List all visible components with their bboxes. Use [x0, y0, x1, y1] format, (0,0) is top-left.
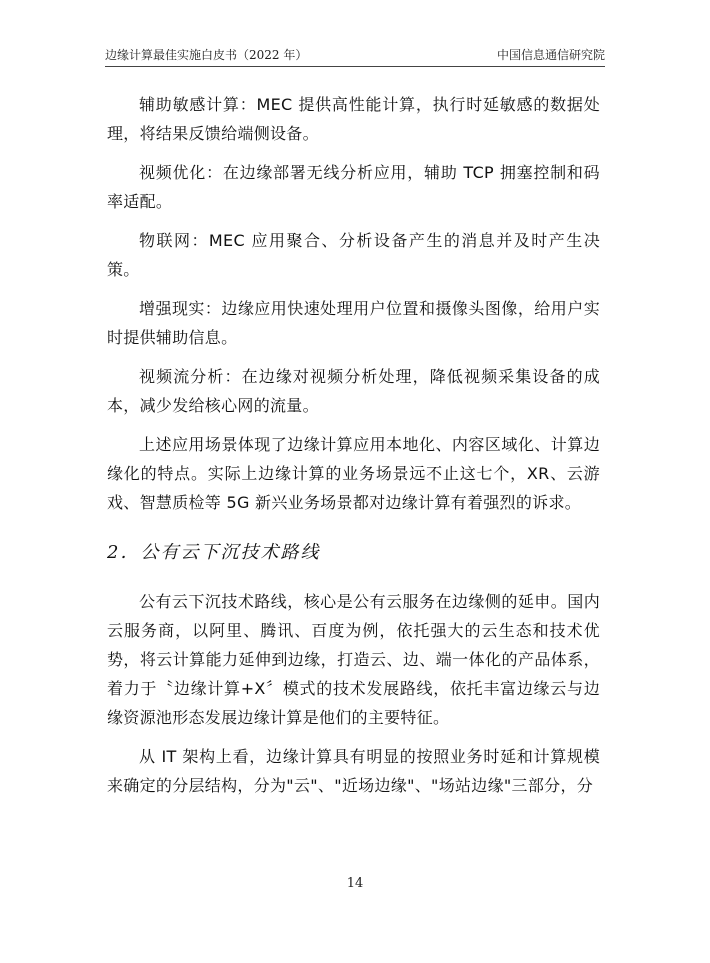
paragraph-public-cloud-route: 公有云下沉技术路线，核心是公有云服务在边缘侧的延申。国内云服务商，以阿里、腾讯、百度为例，依托强大的云生态和技术优势，将云计算能力延伸到边缘，打造云、边、端一体化的产品体系，着力于〝边缘计算+X〞模式的技术发展路线，依托丰富边缘云与边缘资源池形态发展边缘计算是他们的主要特征。 — [107, 592, 600, 727]
page-number: 14 — [346, 876, 364, 891]
section-heading: 2．公有云下沉技术路线 — [107, 542, 321, 563]
page-body — [107, 90, 600, 810]
paragraph-video-optimization: 视频优化：在边缘部署无线分析应用，辅助 TCP 拥塞控制和码率适配。 — [107, 163, 600, 211]
paragraph-iot: 物联网：MEC 应用聚合、分析设备产生的消息并及时产生决策。 — [107, 231, 600, 279]
page-header — [105, 44, 605, 67]
paragraph-augmented-reality: 增强现实：边缘应用快速处理用户位置和摄像头图像，给用户实时提供辅助信息。 — [107, 299, 600, 347]
paragraph-video-stream-analysis: 视频流分析：在边缘对视频分析处理，降低视频采集设备的成本，减少发给核心网的流量。 — [107, 367, 600, 415]
paragraph-scenario-summary: 上述应用场景体现了边缘计算应用本地化、内容区域化、计算边缘化的特点。实际上边缘计算的业务场景远不止这七个，XR、云游戏、智慧质检等 5G 新兴业务场景都对边缘计算有着强烈的诉求。 — [107, 435, 600, 512]
paragraph-sensitive-computing: 辅助敏感计算：MEC 提供高性能计算，执行时延敏感的数据处理，将结果反馈给端侧设备。 — [107, 95, 600, 143]
header-organization: 中国信息通信研究院 — [496, 48, 605, 62]
paragraph-it-architecture: 从 IT 架构上看，边缘计算具有明显的按照业务时延和计算规模来确定的分层结构，分为"云"、"近场边缘"、"场站边缘"三部分，分 — [107, 747, 600, 795]
header-document-title: 边缘计算最佳实施白皮书（2022 年） — [105, 48, 308, 62]
